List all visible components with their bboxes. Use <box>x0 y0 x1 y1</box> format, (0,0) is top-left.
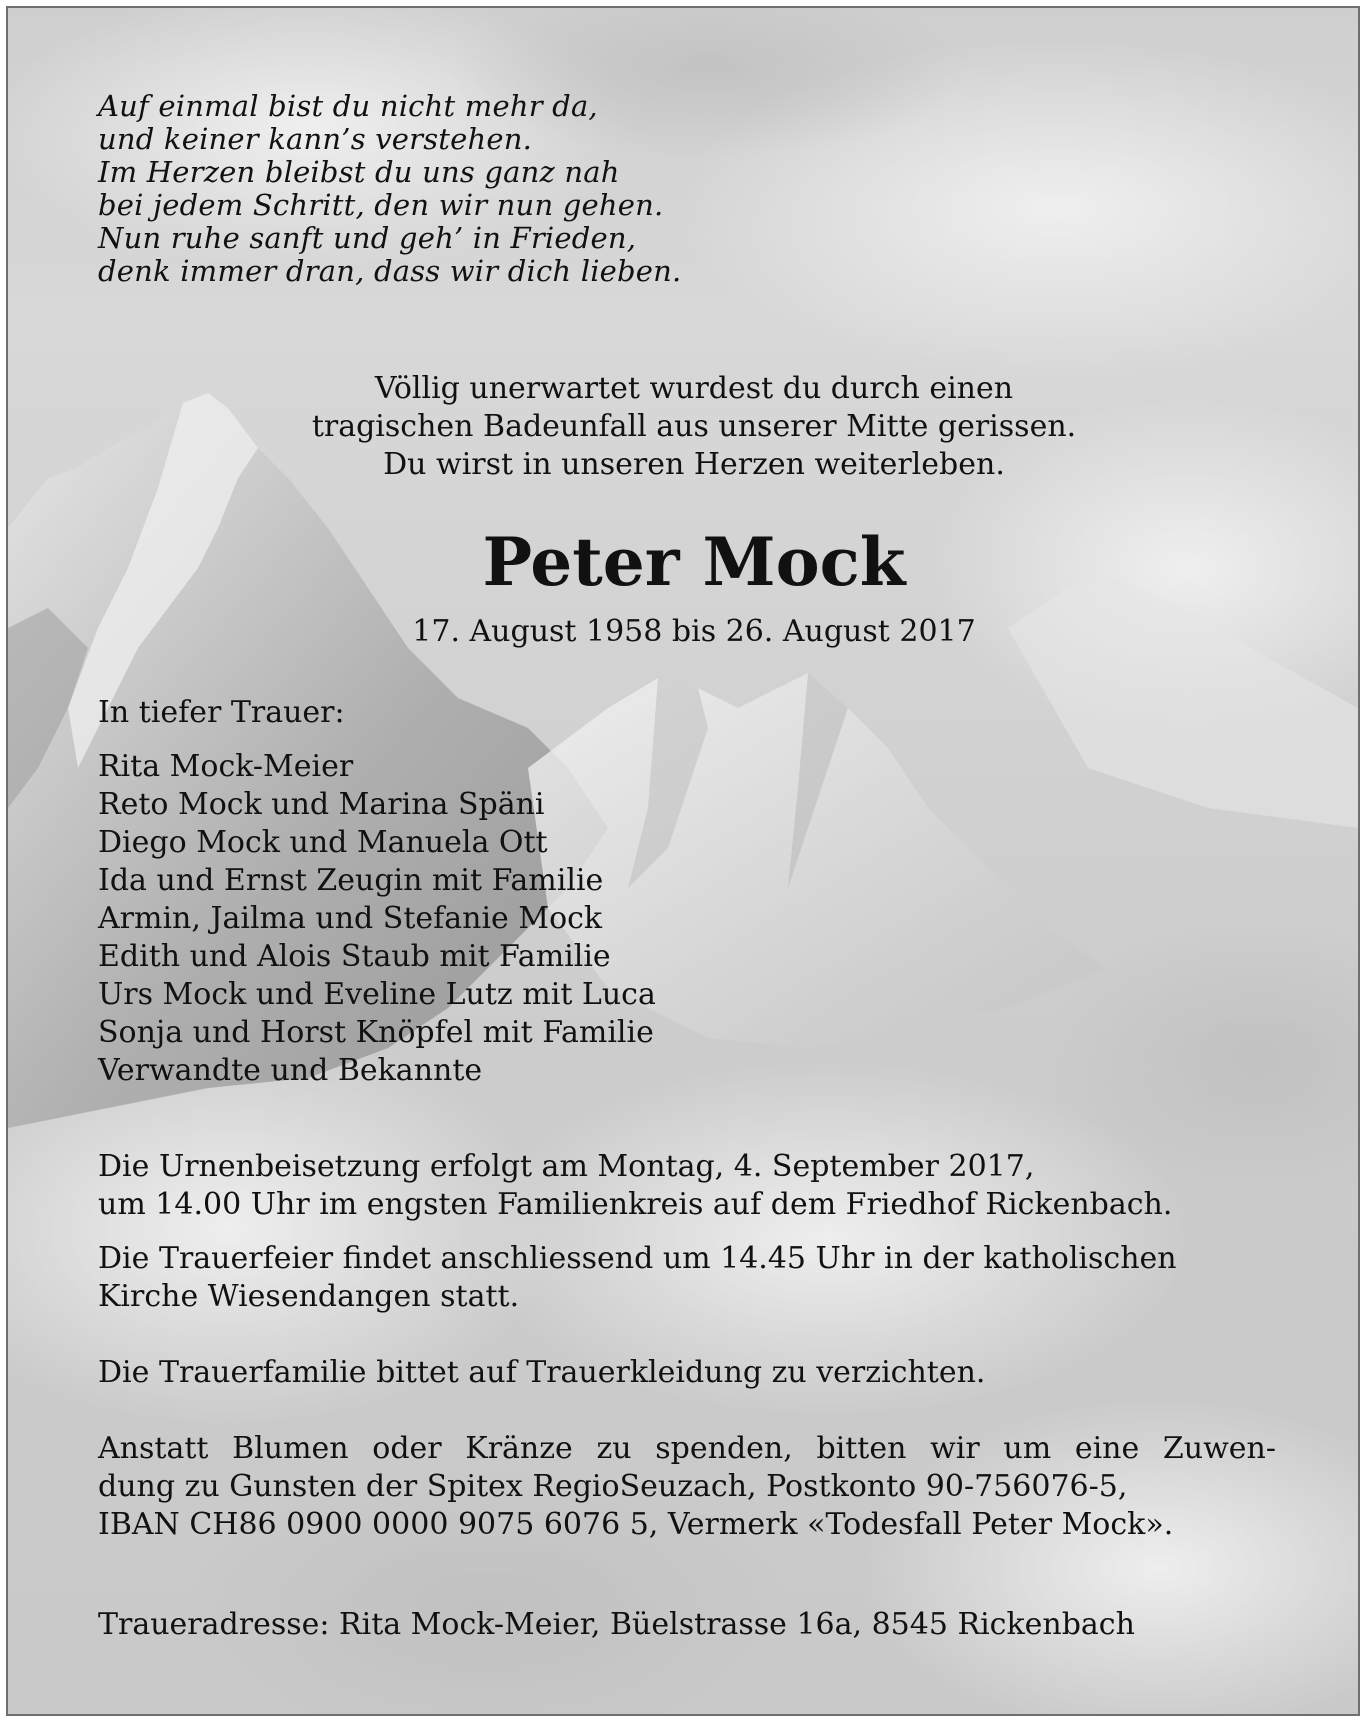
poem-line: Im Herzen bleibst du uns ganz nah <box>98 155 620 189</box>
mourner-name: Sonja und Horst Knöpfel mit Familie <box>98 1015 654 1050</box>
poem-line: bei jedem Schritt, den wir nun gehen. <box>98 188 664 222</box>
service-paragraph <box>98 1240 1177 1316</box>
intro-line: Du wirst in unseren Herzen weiterleben. <box>383 447 1005 482</box>
obituary-notice <box>6 6 1360 1716</box>
mourner-name: Edith und Alois Staub mit Familie <box>98 939 611 974</box>
mourner-name: Rita Mock-Meier <box>98 749 354 784</box>
poem-line: Nun ruhe sanft und geh’ in Frieden, <box>98 221 637 255</box>
burial-paragraph <box>98 1148 1172 1224</box>
deceased-name: Peter Mock <box>482 523 906 601</box>
dress-code-paragraph: Die Trauerfamilie bittet auf Trauerkleidung zu verzichten. <box>98 1355 986 1390</box>
intro-line: tragischen Badeunfall aus unserer Mitte gerissen. <box>311 409 1077 444</box>
service-line: Die Trauerfeier findet anschliessend um 14.45 Uhr in der katholischen <box>98 1241 1177 1276</box>
life-dates: 17. August 1958 bis 26. August 2017 <box>412 614 976 649</box>
donation-line: dung zu Gunsten der Spitex RegioSeuzach, Postkonto 90-756076-5, <box>98 1469 1128 1504</box>
mourning-address: Traueradresse: Rita Mock-Meier, Büelstrasse 16a, 8545 Rickenbach <box>98 1607 1135 1642</box>
mourner-name: Armin, Jailma und Stefanie Mock <box>98 901 603 936</box>
poem <box>98 90 681 288</box>
poem-line: Auf einmal bist du nicht mehr da, <box>98 89 598 123</box>
mourner-name: Urs Mock und Eveline Lutz mit Luca <box>98 977 656 1012</box>
donation-line: IBAN CH86 0900 0000 9075 6076 5, Vermerk «Todesfall Peter Mock». <box>98 1507 1174 1542</box>
intro-line: Völlig unerwartet wurdest du durch einen <box>374 371 1014 406</box>
donation-paragraph <box>98 1430 1276 1544</box>
mourners-list <box>98 748 656 1090</box>
mourner-name: Reto Mock und Marina Späni <box>98 787 545 822</box>
burial-line: Die Urnenbeisetzung erfolgt am Montag, 4. September 2017, <box>98 1149 1035 1184</box>
notice-content <box>8 8 1358 1714</box>
burial-line: um 14.00 Uhr im engsten Familienkreis auf dem Friedhof Rickenbach. <box>98 1187 1173 1222</box>
intro-text <box>8 370 1360 484</box>
mourner-name: Ida und Ernst Zeugin mit Familie <box>98 863 604 898</box>
service-line: Kirche Wiesendangen statt. <box>98 1279 520 1314</box>
poem-line: denk immer dran, dass wir dich lieben. <box>98 254 682 288</box>
mourners-heading: In tiefer Trauer: <box>98 695 345 730</box>
mourner-name: Verwandte und Bekannte <box>98 1053 483 1088</box>
poem-line: und keiner kann’s verstehen. <box>98 122 533 156</box>
donation-line: Anstatt Blumen oder Kränze zu spenden, bitten wir um eine Zuwen- <box>98 1431 1276 1466</box>
mourner-name: Diego Mock und Manuela Ott <box>98 825 548 860</box>
